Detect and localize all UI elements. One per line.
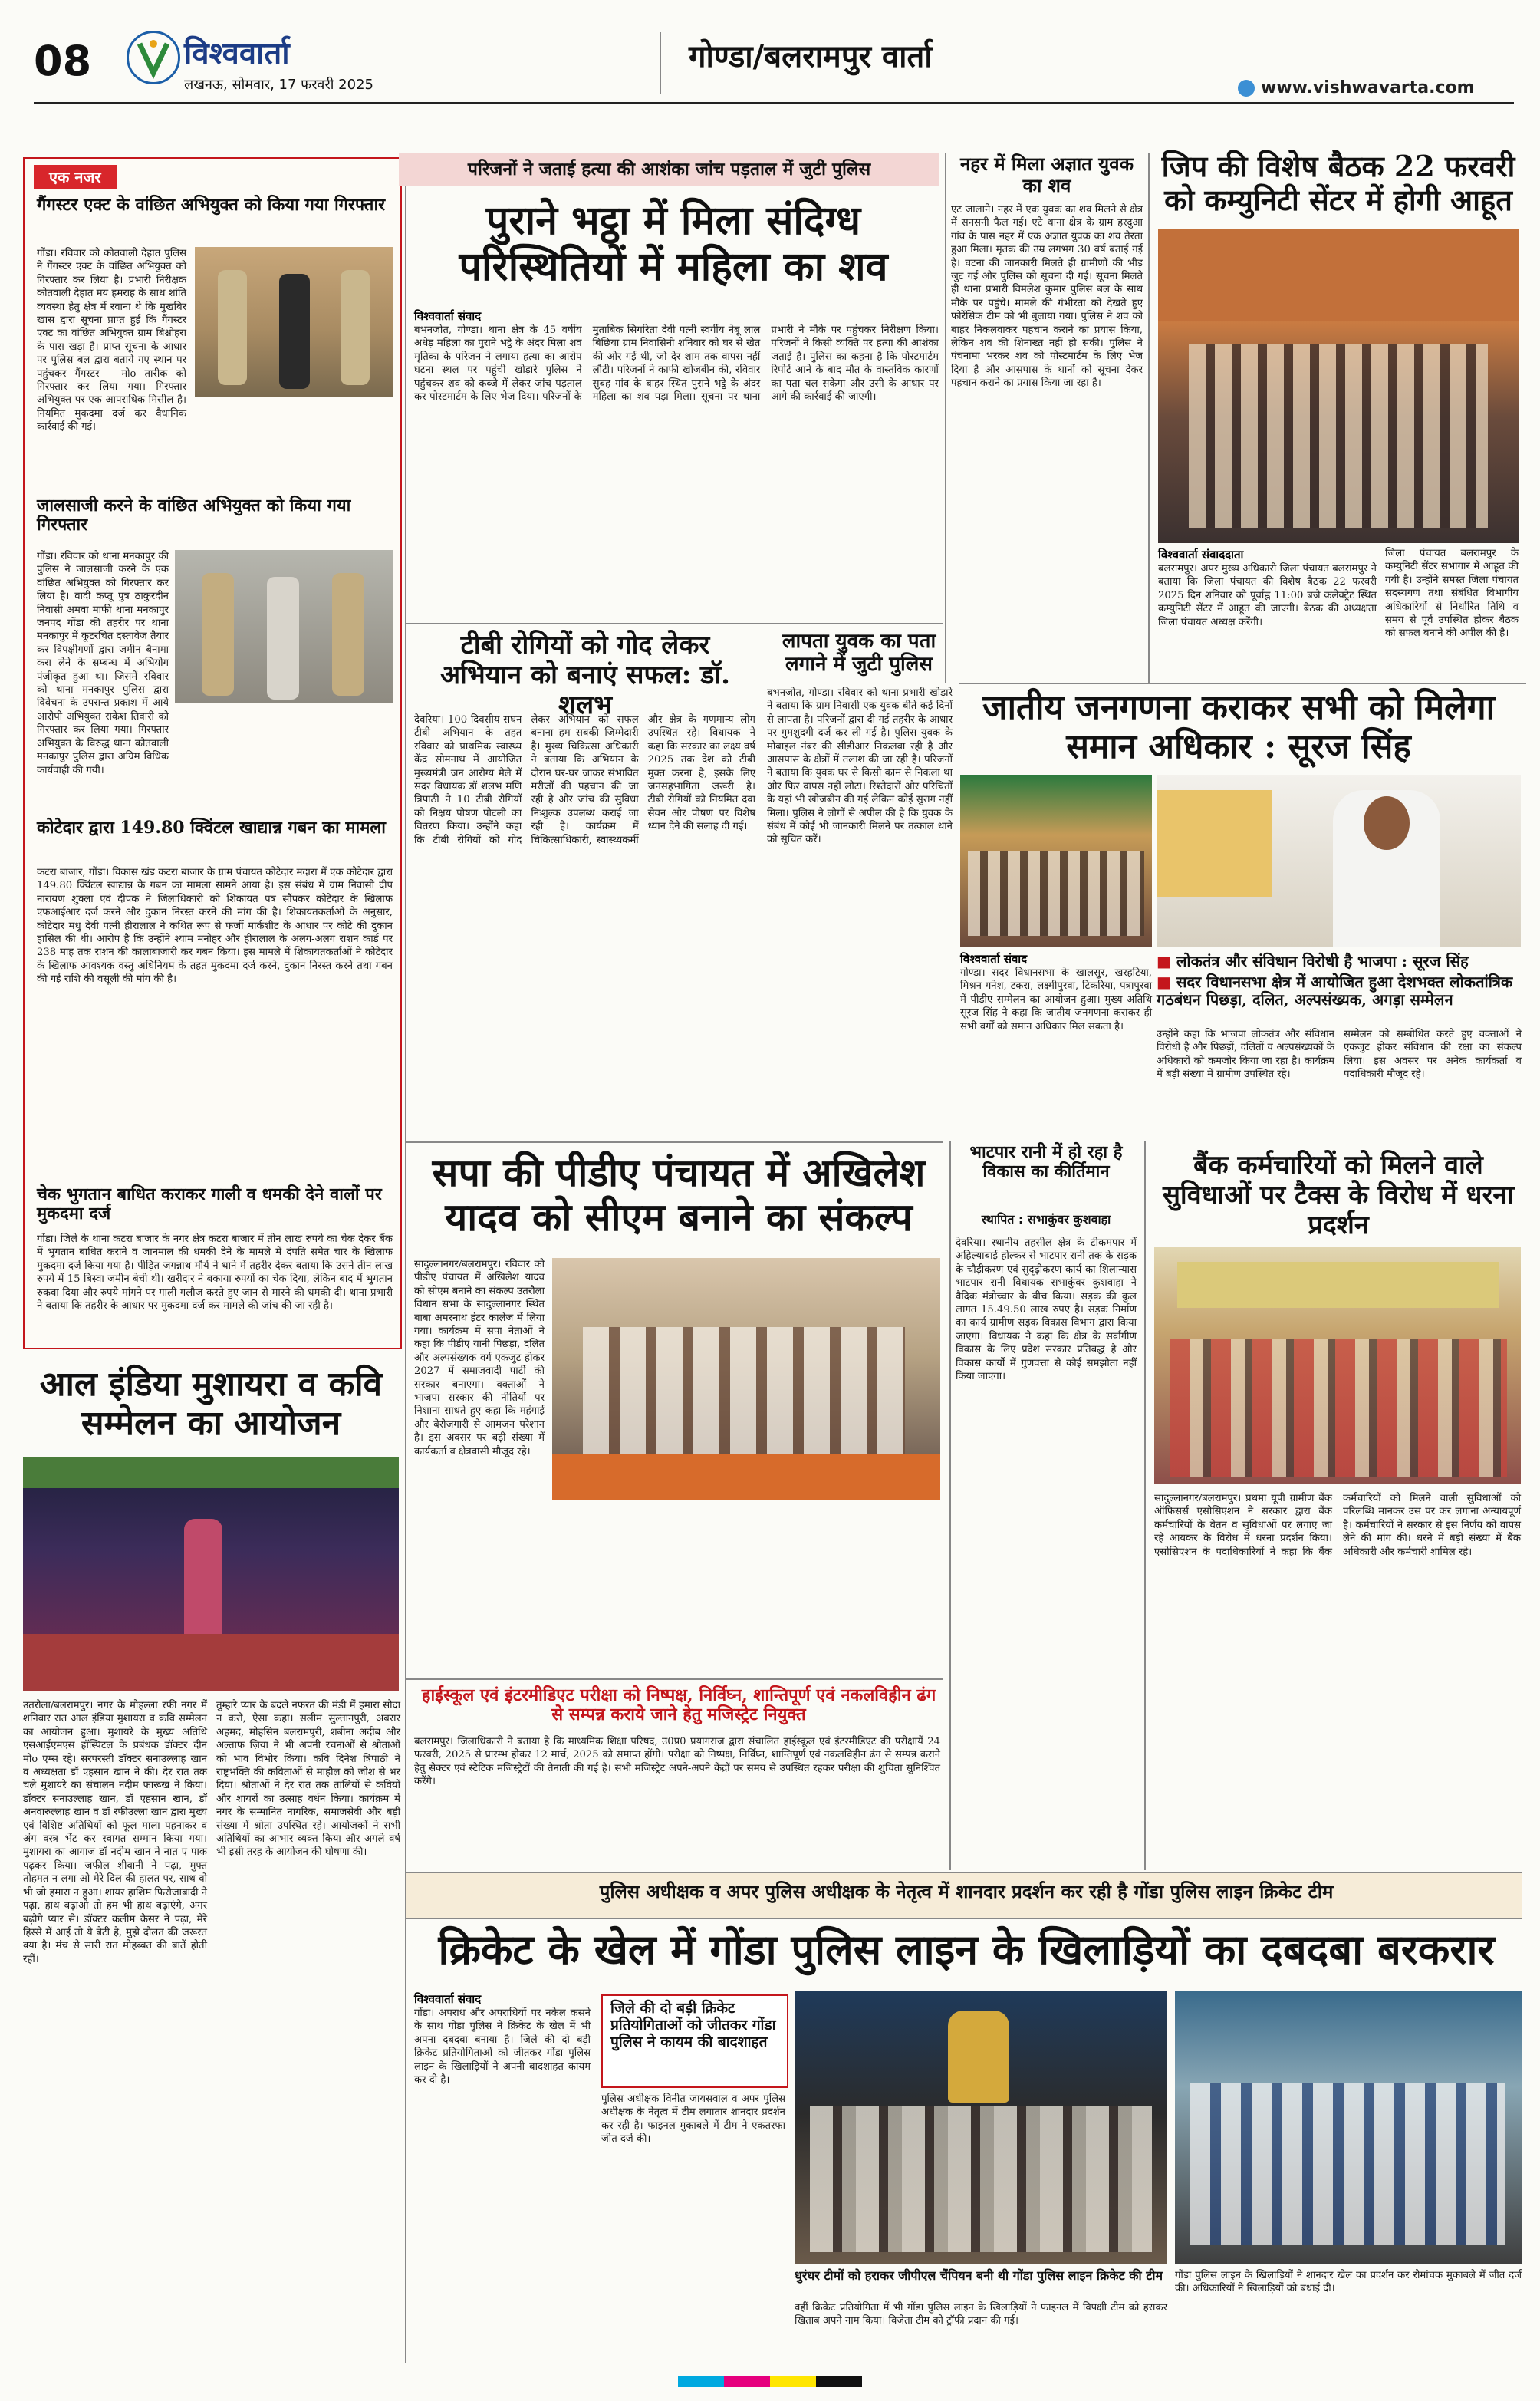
cricket-body-1: गोंडा। अपराध और अपराधियों पर नकेल कसने के साथ गोंडा पुलिस ने क्रिकेट के खेल में भी अपना दबदबा बनाया है। जिले की दो बड़ी क्रिकेट प्रतियोगिताओं को जीतकर गोंडा पुलिस लाइन के खिलाड़ियों ने अपनी बादशाहत कायम कर दी है। — [414, 2007, 591, 2086]
column-rule-3 — [1148, 153, 1150, 683]
row-rule-c — [406, 1141, 943, 1143]
cricket-pullquote-text: जिले की दो बड़ी क्रिकेट प्रतियोगिताओं को जीतकर गोंडा पुलिस ने कायम की बादशाहत — [610, 2000, 776, 2050]
caste-body-3: सम्मेलन को सम्बोधित करते हुए वक्ताओं ने एकजुट होकर संविधान की रक्षा का संकल्प लिया। इस अवसर पर अनेक कार्यकर्ता व पदाधिकारी मौजूद रहे। — [1344, 1029, 1522, 1081]
canal-body: एट जालाने। नहर में एक युवक का शव मिलने से क्षेत्र में सनसनी फैल गई। एटे थाना क्षेत्र के ग्राम हरदुआ गांव के पास नहर में एक अज्ञात युवक का शव तैरता हुआ मिला। मृतक की उम्र लगभग 30 वर्ष बताई गई है। घटना की जानकारी मिलते ही ग्रामीणों की भीड़ जुट गई और पुलिस को सूचना दी गई। सूचना मिलते ही थाना प्रभारी विमलेश कुमार पुलिस बल के साथ मौके पर पहुंचे। मामले की गंभीरता को देखते हुए फोरेंसिक टीम को भी बुलाया गया। पुलिस ने शव को बाहर निकलवाकर पहचान कराने का प्रयास किया, लेकिन शव की शिनाख्त नहीं हो सकी। पुलिस ने पंचनामा भरकर शव को पोस्टमार्टम के लिए भेज दिया है और आसपास के थानों को सूचना देकर पहचान कराने का प्रयास किया जा रहा है। — [951, 204, 1143, 390]
exam-body: बलरामपुर। जिलाधिकारी ने बताया है कि माध्यमिक शिक्षा परिषद, उ0प्र0 प्रयागराज द्वारा संचालित हाईस्कूल एवं इंटरमीडिएट की परीक्षायें 24 फरवरी, 2025 से प्रारम्भ होकर 12 मार्च, 2025 को समाप्त होंगी। परीक्षा को निष्पक्ष, निर्विघ्न, शान्तिपूर्ण एवं नकलविहीन ढंग से सम्पन्न कराने हेतु सेक्टर एवं स्टेटिक मजिस्ट्रेटों की तैनाती की गई है। सभी मजिस्ट्रेट अपने-अपने केंद्रों पर समय से उपस्थित रहकर परीक्षा की शुचिता सुनिश्चित करेंगे। — [414, 1736, 940, 1788]
bank-headline: बैंक कर्मचारियों को मिलने वाले सुविधाओं पर टैक्स के विरोध में धरना प्रदर्शन — [1162, 1150, 1515, 1241]
ek-nazar-label: एक नजर — [34, 165, 117, 189]
row-rule-a — [406, 623, 943, 624]
missing-headline: लापता युवक का पता लगाने में जुटी पुलिस — [782, 630, 936, 676]
cricket-team-photo — [1175, 1991, 1522, 2264]
dateline: लखनऊ, सोमवार, 17 फरवरी 2025 — [184, 77, 373, 93]
cricket-photo-caption: धुरंधर टीमों को हराकर जीपीएल चैंपियन बनी थी गोंडा पुलिस लाइन क्रिकेट की टीम — [795, 2268, 1163, 2283]
zip-body-1: बलरामपुर। अपर मुख्य अधिकारी जिला पंचायत बलरामपुर ने बताया कि जिला पंचायत की विशेष बैठक 22 फरवरी 2025 दिन शनिवार को पूर्वाह्न 11:00 बजे कलेक्ट्रेट स्थित कम्युनिटी सेंटर में आहूत की जाएगी। बैठक की अध्यक्षता जिला पंचायत अध्यक्ष करेंगी। — [1158, 563, 1377, 628]
missing-body: बभनजोत, गोण्डा। रविवार को थाना प्रभारी खोड़ारे ने बताया कि ग्राम निवासी एक युवक बीते कई दिनों से लापता है। परिजनों द्वारा दी गई तहरीर के आधार पर गुमशुदगी दर्ज कर ली गई है। पुलिस युवक के मोबाइल नंबर की सीडीआर निकलवा रही है और आसपास के क्षेत्रों में तलाश की जा रही है। परिजनों ने बताया कि युवक घर से किसी काम से निकला था और फिर वापस नहीं लौटा। रिश्तेदारों और परिचितों के यहां भी खोजबीन की गई लेकिन कोई सुराग नहीं मिला। पुलिस ने लोगों से अपील की है कि युवक के संबंध में कोई भी जानकारी मिलने पर तत्काल थाने को सूचित करें। — [767, 687, 953, 846]
column-rule-5 — [1144, 1141, 1146, 1870]
mushaira-photo — [23, 1457, 399, 1691]
caste-body-2: उन्होंने कहा कि भाजपा लोकतंत्र और संविधान विरोधी है और पिछड़ों, दलितों व अल्पसंख्यकों के अधिकारों को कमजोर किया जा रहा है। कार्यक्रम में बड़ी संख्या में ग्रामीण उपस्थित रहे। — [1157, 1029, 1334, 1081]
globe-icon — [1238, 80, 1255, 97]
cricket-kicker: पुलिस अधीक्षक व अपर पुलिस अधीक्षक के नेतृत्व में शानदार प्रदर्शन कर रही है गोंडा पुलिस लाइन क्रिकेट टीम — [599, 1880, 1334, 1902]
header-rule — [34, 102, 1514, 104]
story-fraud-headline: जालसाजी करने के वांछित अभियुक्त को किया गया गिरफ्तार — [37, 496, 351, 535]
exam-headline: हाईस्कूल एवं इंटरमीडिएट परीक्षा को निष्पक्ष, निर्विघ्न, शान्तिपूर्ण एवं नकलविहीन ढंग से सम्पन्न कराये जाने हेतु मजिस्ट्रेट नियुक्त — [421, 1685, 936, 1725]
story-fraud-body: गोंडा। रविवार को थाना मनकापुर की पुलिस ने जालसाजी करने के एक वांछित अभियुक्त को गिरफ्तार कर लिया है। वादी कप्तू पुत्र ठाकुरदीन निवासी अमवा माफी थाना मनकापुर जनपद गोंडा की तहरीर पर थाना मनकापुर में कूटरचित दस्तावेज तैयार कर विपक्षीगणों द्वारा जमीन बैनामा करा लेने के सम्बन्ध में अभियोग पंजीकृत हुआ था। जिसमें रविवार को थाना मनकापुर पुलिस द्वारा विवेचना के उपरान्त प्रकाश में आये आरोपी अभियुक्त राकेश तिवारी को गिरफ्तार कर लिया गया। गिरफ्तार अभियुक्त के विरुद्ध थाना कोतवाली मनकापुर पुलिस द्वारा अग्रिम विधिक कार्यवाही की गयी। — [37, 551, 169, 776]
zip-meeting-photo — [1158, 229, 1519, 543]
logo-icon — [127, 31, 180, 84]
murder-headline: पुराने भट्ठा में मिला संदिग्ध परिस्थितियों में महिला का शव — [459, 197, 888, 290]
gangster-photo — [195, 247, 393, 397]
story-cheque-body: गोंडा। जिले के थाना कटरा बाजार के नगर क्षेत्र कटरा बाजार में तीन लाख रुपये का चेक देकर बैंक में भुगतान बाधित कराने व जानमाल की धमकी देने के मामले में दंपति समेत चार के खिलाफ मुकदमा दर्ज किया गया है। पीड़ित जगन्नाथ मौर्य ने थाने में तहरीर देकर बताया कि उसने तीन लाख रुपये में 15 बिस्वा जमीन बेची थी। खरीदार ने बकाया रुपयों का चेक दिया, लेकिन बाद में भुगतान रुकवा दिया और रुपये मांगने पर गाली-गलौज करते हुए जान से मारने की धमकी दी। थाना प्रभारी ने बताया कि तहरीर के आधार पर मुकदमा दर्ज कर मामले की जांच की जा रही है। — [37, 1233, 393, 1312]
mushaira-body-1: उतरौला/बलरामपुर। नगर के मोहल्ला रफी नगर में शनिवार रात आल इंडिया मुशायरा व कवि सम्मेलन का आयोजन हुआ। मुशायरे के मुख्य अतिथि एसआईएमएस हॉस्पिटल के प्रबंधक डॉक्टर दीन मोo एम्स रहे। सरपरस्ती डॉक्टर सनाउल्लाह खान व अध्यक्षता डॉ एहसान खान ने की। देर रात तक चले मुशायरे का संचालन नदीम फारूख ने किया। डॉक्टर सनाउल्लाह खान, डॉ एहसान खान, डॉ अनवारुल्लाह खान व डॉ रफीउल्ला खान द्वारा मुख्य एवं विशिष्ट अतिथियों को फूल माला पहनाकर व अंग वस्त्र भेंट कर स्वागत सम्मान किया गया। मुशायरा का आगाज डॉ नदीम खान ने नात ए पाक पढ़कर किया। जफील शीवानी ने पढ़ा, मुफ्त तोहमत न लगा ओ मेरे दिल की हालत पर, साथ वो भी जो हमारा न हुआ। शायर हाशिम फिरोजाबादी ने पढ़ा, हाथ बढ़ाओ तो हम भी हाथ बढ़ाएंगे, अगर बढ़ोगे प्यार से। डॉक्टर कलीम कैसर ने पढ़ा, मेरे हिस्से में आई तो ये बेटी है, मुझे दौलत की जरूरत क्या है। मंच से सारी रात मोहब्बत की बातें होती रहीं। — [23, 1700, 207, 1965]
story-gangster-body: गोंडा। रविवार को कोतवाली देहात पुलिस ने गैंगस्टर एक्ट के वांछित अभियुक्त को गिरफ्तार कर लिया है। प्रभारी निरीक्षक कोतवाली देहात मय हमराह के साथ शांति व्यवस्था हेतु क्षेत्र में रवाना थे कि मुखबिर खास द्वारा सूचना प्राप्त हुई कि गैंगस्टर एक्ट का वांछित अभियुक्त ग्राम बिश्नोहरा के पास खड़ा है। प्राप्त सूचना के आधार पर पुलिस बल द्वारा बताये गए स्थान पर पहुंचकर गैंगस्टर – मोo तारीक को गिरफ्तार कर लिया गया। गिरफ्तार अभियुक्त पर एक आपराधिक मिसील है। नियमित मुकदमा दर्ज कर वैधानिक कार्रवाई की गई। — [37, 248, 186, 433]
ek-nazar-box — [23, 157, 402, 1349]
header-divider — [660, 32, 661, 94]
sapa-photo — [552, 1258, 940, 1500]
story-gangster-body-tail — [37, 412, 393, 496]
caste-credit: विश्ववार्ता संवाद — [960, 952, 1028, 966]
footer-register-strip — [0, 2376, 1540, 2390]
cricket-headline: क्रिकेट के खेल में गोंडा पुलिस लाइन के खिलाड़ियों का दबदबा बरकरार — [438, 1925, 1495, 1974]
murder-kicker: परिजनों ने जताई हत्या की आशंका जांच पड़ताल में जुटी पुलिस — [399, 153, 939, 186]
sapa-headline: सपा की पीडीए पंचायत में अखिलेश यादव को सीएम बनाने का संकल्प — [432, 1150, 926, 1240]
zip-headline: जिप की विशेष बैठक 22 फरवरी को कम्युनिटी सेंटर में होगी आहूत — [1161, 149, 1515, 217]
masthead: विश्ववार्ता — [184, 35, 290, 71]
caste-bullets: ■ लोकतंत्र और संविधान विरोधी है भाजपा : सूरज सिंह ■ सदर विधानसभा क्षेत्र में आयोजित हुआ देशभक्त लोकतांत्रिक गठबंधन पिछड़ा, दलित, अल्पसंख्यक, अगड़ा सम्मेलन — [1157, 952, 1513, 1009]
column-rule-1 — [405, 153, 406, 2363]
canal-headline: नहर में मिला अज्ञात युवक का शव — [959, 153, 1134, 196]
story-kotedar-body: कटरा बाजार, गोंडा। विकास खंड कटरा बाजार के ग्राम पंचायत कोटेदार मदारा में एक कोटेदार द्वारा 149.80 क्विंटल खाद्यान्न के गबन का मामला सामने आया है। इस संबंध में ग्राम निवासी दीप नारायण शुक्ला एवं दीपक ने जिलाधिकारी को शिकायत पत्र सौंपकर कोटेदार के खिलाफ एफआईआर दर्ज करने और दुकान निरस्त करने की मांग की है। शिकायतकर्ताओं के अनुसार, कोटेदार मधु देवी पत्नी हीरालाल ने कथित रूप से फर्जी मार्कशीट के आधार पर कोटे की दुकान हासिल की थी। आरोप है कि उन्होंने श्याम मनोहर और हीरालाल के अलग-अलग राशन कार्ड पर 238 माह तक राशन की कालाबाजारी कर गबन किया। इस मामले में शिकायतकर्ताओं ने कोटेदार के खिलाफ आवश्यक वस्तु अधिनियम के तहत मुकदमा दर्ज करने, दुकान निरस्त करने तथा गबन की गई राशि की वसूली की मांग की है। — [37, 867, 393, 986]
sapa-body-tail — [552, 1507, 940, 1672]
caste-bullet-2: सदर विधानसभा क्षेत्र में आयोजित हुआ देशभक्त लोकतांत्रिक गठबंधन पिछड़ा, दलित, अल्पसंख्यक, अगड़ा सम्मेलन — [1157, 973, 1513, 1009]
bank-body: सादुल्लानगर/बलरामपुर। प्रथमा यूपी ग्रामीण बैंक ऑफिसर्स एसोसिएशन ने सरकार द्वारा बैंक कर्मचारियों के वेतन व सुविधाओं पर लगाए जा रहे आयकर के विरोध में धरना प्रदर्शन किया। एसोसिएशन के पदाधिकारियों ने कहा कि बैंक कर्मचारियों को मिलने वाली सुविधाओं को परिलब्धि मानकर उस पर कर लगाना अन्यायपूर्ण है। कर्मचारियों ने सरकार से इस निर्णय को वापस लेने की मांग की। धरने में बड़ी संख्या में बैंक अधिकारी और कर्मचारी शामिल रहे। — [1154, 1493, 1521, 1558]
bhatpar-body: देवरिया। स्थानीय तहसील क्षेत्र के टीकमपार में अहिल्याबाई होल्कर से भाटपार रानी तक के सड़क के चौड़ीकरण एवं सुदृढ़ीकरण कार्य का शिलान्यास भाटपार रानी विधायक सभाकुंवर कुशवाहा ने वैदिक मंत्रोच्चार के बीच किया। सड़क की कुल लागत 15.49.50 लाख रुपए है। सड़क निर्माण का कार्य ग्रामीण सड़क विकास विभाग द्वारा किया जाएगा। विधायक ने कहा कि क्षेत्र के सर्वांगीण विकास के लिए प्रदेश सरकार प्रतिबद्ध है और विकास कार्यों में गुणवत्ता से कोई समझौता नहीं किया जाएगा। — [956, 1237, 1137, 1383]
column-rule-2 — [945, 153, 946, 683]
caste-bullet-1: लोकतंत्र और संविधान विरोधी है भाजपा : सूरज सिंह — [1176, 952, 1469, 970]
murder-credit: विश्ववार्ता संवाद — [414, 309, 482, 323]
fraud-arrest-photo — [175, 550, 393, 703]
murder-body: बभनजोत, गोण्डा। थाना क्षेत्र के 45 वर्षीय अधेड़ महिला का पुराने भट्ठे के अंदर मिला शव मृतिका के परिजन ने लगाया हत्या का आरोप घटना स्थल पर पहुंची खोड़ारे पुलिस ने पहुंचकर शव को कब्जे में लेकर जांच पड़ताल कर पोस्टमार्टम के लिए भेज दिया। परिजनों के मुताबिक सिगरिता देवी पत्नी स्वर्गीय नेबू लाल बिछिया ग्राम निवासिनी शनिवार को घर से खेत की ओर गई थी, जो देर शाम तक वापस नहीं लौटी। परिजनों ने काफी खोजबीन की, रविवार सुबह गांव के बाहर स्थित पुराने भट्ठे के अंदर महिला का शव पड़ा मिला। सूचना पर थाना प्रभारी ने मौके पर पहुंचकर निरीक्षण किया। परिजनों ने किसी व्यक्ति पर हत्या की आशंका जताई है। पुलिस का कहना है कि पोस्टमार्टम रिपोर्ट आने के बाद मौत के वास्तविक कारणों का पता चल सकेगा और उसी के आधार पर आगे की कार्रवाई की जाएगी। — [414, 324, 939, 403]
cricket-body-3: वहीं क्रिकेट प्रतियोगिता में भी गोंडा पुलिस लाइन के खिलाड़ियों ने फाइनल में विपक्षी टीम को हराकर खिताब अपने नाम किया। विजेता टीम को ट्रॉफी प्रदान की गई। — [795, 2302, 1167, 2327]
story-cheque-headline: चेक भुगतान बाधित कराकर गाली व धमकी देने वालों पर मुकदमा दर्ज — [37, 1184, 382, 1224]
cricket-credit: विश्ववार्ता संवाद — [414, 1992, 482, 2006]
zip-body-2: जिला पंचायत बलरामपुर के कम्युनिटी सेंटर सभागार में आहूत की गयी है। उन्होंने समस्त जिला पंचायत सदस्यगण तथा संबंधित विभागीय अधिकारियों से निर्धारित तिथि व समय से पूर्व उपस्थित होकर बैठक को सफल बनाने की अपील की है। — [1385, 548, 1519, 640]
section-title: गोण्डा/बलरामपुर वार्ता — [689, 38, 933, 74]
row-rule-d — [406, 1678, 943, 1680]
page-number: 08 — [34, 37, 92, 85]
tb-body: देवरिया। 100 दिवसीय सघन टीबी अभियान के तहत रविवार को प्राथमिक स्वास्थ्य केंद्र सोमनाथ में आयोजित मुख्यमंत्री जन आरोग्य मेले में सदर विधायक डॉ शलभ मणि त्रिपाठी ने 10 टीबी रोगियों को निक्षय पोषण पोटली का वितरण किया। उन्होंने कहा कि टीबी रोगियों को गोद लेकर अभियान को सफल बनाना हम सबकी जिम्मेदारी है। मुख्य चिकित्सा अधिकारी ने बताया कि अभियान के दौरान घर-घर जाकर संभावित मरीजों की पहचान की जा रही है और जांच की सुविधा निःशुल्क उपलब्ध कराई जा रही है। कार्यक्रम में चिकित्साधिकारी, स्वास्थ्यकर्मी और क्षेत्र के गणमान्य लोग उपस्थित रहे। विधायक ने कहा कि सरकार का लक्ष्य वर्ष 2025 तक देश को टीबी मुक्त करना है, इसके लिए जनसहभागिता जरूरी है। टीबी रोगियों को नियमित दवा सेवन और पोषण पर विशेष ध्यान देने की सलाह दी गई। — [414, 714, 755, 846]
bhatpar-headline: भाटपार रानी में हो रहा है विकास का कीर्तिमान — [969, 1142, 1123, 1182]
caste-headline: जातीय जनगणना कराकर सभी को मिलेगा समान अधिकार : सूरज सिंह — [982, 688, 1496, 766]
story-gangster-headline: गैंगस्टर एक्ट के वांछित अभियुक्त को किया गया गिरफ्तार — [37, 195, 386, 215]
header — [0, 0, 1540, 100]
zip-credit: विश्ववार्ता संवाददाता — [1158, 548, 1244, 562]
website-link[interactable]: www.vishwavarta.com — [1261, 78, 1475, 97]
cricket-pullquote — [601, 1994, 788, 2088]
cricket-body-2: पुलिस अधीक्षक विनीत जायसवाल व अपर पुलिस अधीक्षक के नेतृत्व में टीम लगातार शानदार प्रदर्शन कर रही है। फाइनल मुकाबले में टीम ने एकतरफा जीत दर्ज की। — [601, 2093, 785, 2146]
bhatpar-credit: स्थापित : सभाकुंवर कुशवाहा — [981, 1212, 1111, 1227]
cricket-trophy-photo — [795, 1991, 1167, 2264]
mushaira-headline: आल इंडिया मुशायरा व कवि सम्मेलन का आयोजन — [39, 1365, 383, 1443]
tb-headline: टीबी रोगियों को गोद लेकर अभियान को बनाएं सफल: डॉ. शलभ — [440, 630, 730, 721]
cricket-body-4: गोंडा पुलिस लाइन के खिलाड़ियों ने शानदार खेल का प्रदर्शन कर रोमांचक मुकाबले में जीत दर्ज की। अधिकारियों ने खिलाड़ियों को बधाई दी। — [1175, 2270, 1522, 2295]
column-rule-4 — [949, 1141, 951, 1870]
story-kotedar-headline: कोटेदार द्वारा 149.80 क्विंटल खाद्यान्न गबन का मामला — [37, 818, 390, 838]
row-rule-b — [959, 683, 1526, 684]
caste-speaker-photo — [1157, 775, 1521, 947]
mushaira-body-2: तुम्हारे प्यार के बदले नफरत की मंडी में हमारा सौदा न करो, ऐसा कहा। सलीम सुल्तानपुरी, अबरार अहमद, मोहसिन बलरामपुरी, शबीना अदीब और अल्ताफ ज़िया ने भी अपनी रचनाओं से श्रोताओं को भाव विभोर किया। कवि दिनेश त्रिपाठी ने राष्ट्रभक्ति की कविताओं से माहौल को जोश से भर दिया। श्रोताओं ने देर रात तक तालियों से कवियों और शायरों का उत्साह वर्धन किया। कार्यक्रम में नगर के सम्मानित नागरिक, समाजसेवी और बड़ी संख्या में श्रोता उपस्थित रहे। आयोजकों ने सभी अतिथियों का आभार व्यक्त किया और अगले वर्ष भी इसी तरह के आयोजन की घोषणा की। — [216, 1700, 400, 1859]
caste-crowd-photo — [960, 775, 1152, 947]
sapa-body: सादुल्लानगर/बलरामपुर। रविवार को पीडीए पंचायत में अखिलेश यादव को सीएम बनाने का संकल्प उतरौला विधान सभा के सादुल्लानगर स्थित बाबा अमरनाथ इंटर कालेज में लिया गया। कार्यक्रम में सपा नेताओं ने कहा कि पीडीए यानी पिछड़ा, दलित और अल्पसंख्यक वर्ग एकजुट होकर 2027 में समाजवादी पार्टी की सरकार बनाएगा। वक्ताओं ने भाजपा सरकार की नीतियों पर निशाना साधते हुए कहा कि महंगाई और बेरोजगारी से आमजन परेशान है। इस अवसर पर बड़ी संख्या में कार्यकर्ता व क्षेत्रवासी मौजूद रहे। — [414, 1259, 545, 1457]
caste-body-1: गोण्डा। सदर विधानसभा के खालसुर, खरहटिया, मिश्रन गनेश, टकरा, लक्ष्मीपुरवा, टिकरिया, पत्रापुरवा में पीडीए सम्मेलन का आयोजन हुआ। मुख्य अतिथि सूरज सिंह ने कहा कि जातीय जनगणना कराकर ही सभी वर्गों को समान अधिकार मिल सकता है। — [960, 967, 1152, 1033]
bank-protest-photo — [1154, 1247, 1521, 1484]
